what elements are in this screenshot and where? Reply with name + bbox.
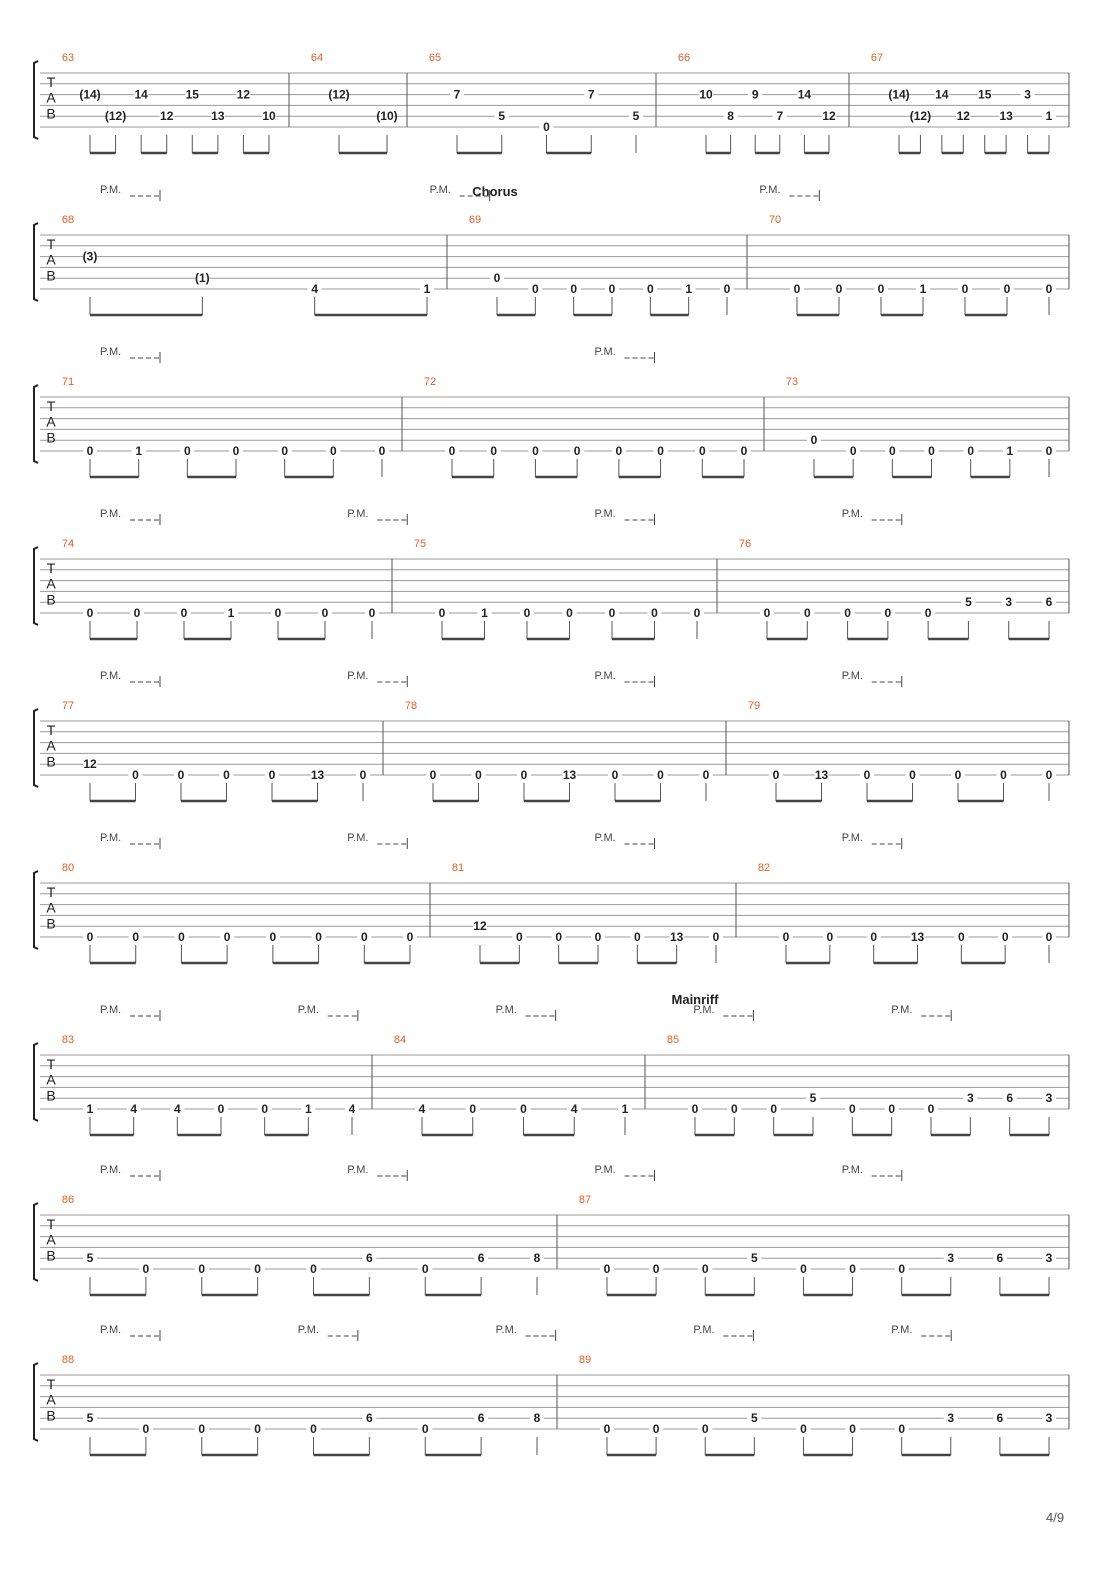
palm-mute-label: P.M.	[347, 508, 369, 520]
fret-number: (12)	[328, 87, 350, 102]
fret-number: 1	[423, 282, 431, 296]
fret-number: 12	[160, 109, 174, 124]
fret-number: 0	[793, 282, 801, 296]
palm-mute-label: P.M.	[841, 508, 863, 520]
fret-number: 0	[86, 606, 94, 620]
fret-number: 0	[701, 1422, 709, 1436]
fret-number: 8	[533, 1411, 541, 1426]
fret-number: 0	[254, 1422, 261, 1436]
tab-clef-letter: T	[46, 74, 56, 90]
fret-number: 6	[366, 1251, 373, 1266]
fret-number: 14	[935, 87, 949, 102]
fret-number: 0	[603, 1262, 611, 1276]
fret-number: (10)	[376, 109, 398, 124]
fret-number: 6	[477, 1251, 485, 1266]
tab-clef-letter: A	[46, 413, 56, 430]
measure-number: 79	[747, 700, 761, 712]
palm-mute-label: P.M.	[100, 346, 122, 358]
fret-number: 0	[763, 606, 771, 620]
measure-number: 68	[61, 214, 75, 226]
palm-mute-label: P.M.	[594, 832, 616, 844]
palm-mute-label: P.M.	[100, 832, 122, 844]
fret-number: 0	[646, 282, 654, 296]
fret-number: 0	[651, 606, 658, 620]
fret-number: 0	[142, 1262, 150, 1276]
fret-number: 0	[268, 768, 276, 782]
fret-number: 0	[698, 444, 706, 458]
fret-number: 0	[570, 282, 578, 296]
fret-number: 0	[826, 930, 834, 944]
fret-number: 8	[533, 1251, 541, 1266]
fret-number: 0	[810, 433, 818, 448]
fret-number: 6	[1045, 595, 1053, 610]
fret-number: 13	[999, 109, 1013, 124]
fret-number: 0	[198, 1422, 206, 1436]
fret-number: 0	[701, 1262, 709, 1276]
fret-number: 7	[587, 87, 595, 102]
tab-clef-letter: A	[46, 1231, 56, 1248]
measure-number: 72	[423, 376, 437, 388]
tab-clef-letter: B	[46, 591, 56, 608]
fret-number: 0	[274, 606, 282, 620]
tab-clef-letter: B	[46, 1087, 56, 1104]
fret-number: 0	[693, 606, 701, 620]
measure-number: 88	[61, 1354, 75, 1366]
fret-number: 5	[809, 1091, 817, 1106]
fret-number: 0	[368, 606, 376, 620]
fret-number: 0	[281, 444, 289, 458]
palm-mute-label: P.M.	[297, 1004, 320, 1016]
tab-clef-letter: B	[46, 1407, 56, 1424]
fret-number: 0	[133, 606, 141, 620]
tab-clef-letter: T	[46, 236, 56, 252]
fret-number: 0	[772, 768, 780, 782]
measure-number: 80	[61, 862, 75, 874]
fret-number: 0	[132, 930, 140, 944]
fret-number: 8	[727, 109, 734, 124]
fret-number: 0	[740, 444, 748, 458]
measure-number: 84	[393, 1034, 407, 1046]
measure-number: 71	[61, 376, 75, 388]
fret-number: 0	[515, 930, 523, 944]
fret-number: 0	[967, 444, 975, 458]
page-number: 4/9	[1046, 1510, 1065, 1525]
fret-number: 10	[699, 87, 713, 102]
tab-clef-letter: A	[46, 251, 56, 268]
fret-number: 0	[954, 768, 962, 782]
tab-clef-letter: B	[46, 753, 56, 770]
fret-number: (14)	[888, 87, 910, 102]
fret-number: 1	[685, 282, 693, 296]
fret-number: 0	[1045, 444, 1053, 458]
fret-number: 4	[311, 282, 319, 296]
palm-mute-label: P.M.	[100, 670, 122, 682]
fret-number: 0	[1045, 768, 1053, 782]
fret-number: 5	[965, 595, 972, 610]
fret-number: 0	[870, 930, 878, 944]
fret-number: 6	[1006, 1091, 1014, 1106]
fret-number: 5	[86, 1251, 94, 1266]
fret-number: 0	[321, 606, 329, 620]
tab-clef-letter: T	[46, 560, 56, 576]
measure-number: 69	[468, 214, 482, 226]
fret-number: 1	[1045, 109, 1053, 124]
fret-number: 0	[1045, 930, 1053, 944]
fret-number: 6	[996, 1411, 1004, 1426]
fret-number: 3	[947, 1411, 955, 1426]
fret-number: 0	[898, 1422, 906, 1436]
fret-number: 0	[803, 606, 811, 620]
measure-number: 70	[768, 214, 782, 226]
system-bracket	[34, 223, 38, 301]
fret-number: 4	[570, 1102, 578, 1116]
tab-clef-letter: T	[46, 884, 56, 900]
fret-number: 0	[310, 1262, 317, 1276]
fret-number: 0	[315, 930, 322, 944]
tab-clef-letter: B	[46, 915, 56, 932]
fret-number: 0	[555, 930, 563, 944]
fret-number: 0	[849, 1422, 856, 1436]
fret-number: 0	[254, 1262, 261, 1276]
fret-number: 0	[543, 120, 550, 134]
fret-number: (3)	[82, 249, 98, 264]
fret-number: 7	[453, 87, 461, 102]
fret-number: 0	[652, 1422, 660, 1436]
palm-mute-label: P.M.	[100, 1004, 122, 1016]
tab-clef-letter: A	[46, 737, 56, 754]
fret-number: 0	[359, 768, 367, 782]
fret-number: 0	[1001, 930, 1009, 944]
tab-clef-letter: A	[46, 899, 56, 916]
fret-number: 0	[961, 282, 969, 296]
fret-number: 0	[520, 768, 528, 782]
fret-number: 0	[178, 930, 185, 944]
measure-number: 86	[61, 1194, 75, 1206]
fret-number: 0	[86, 444, 94, 458]
palm-mute-label: P.M.	[100, 508, 122, 520]
system-bracket	[34, 1203, 38, 1281]
fret-number: 0	[927, 1102, 935, 1116]
fret-number: 5	[498, 109, 506, 124]
fret-number: 0	[849, 1262, 856, 1276]
fret-number: 0	[849, 444, 857, 458]
measure-number: 67	[870, 52, 884, 64]
fret-number: 0	[898, 1262, 906, 1276]
system-bracket	[34, 1363, 38, 1441]
system-bracket	[34, 547, 38, 625]
fret-number: 0	[223, 930, 231, 944]
palm-mute-label: P.M.	[841, 832, 863, 844]
fret-number: 0	[531, 282, 539, 296]
fret-number: 9	[751, 87, 759, 102]
fret-number: 0	[490, 444, 498, 458]
measure-number: 64	[310, 52, 324, 64]
palm-mute-label: P.M.	[495, 1004, 517, 1016]
fret-number: 0	[217, 1102, 225, 1116]
palm-mute-label: P.M.	[841, 1164, 863, 1176]
fret-number: 13	[562, 768, 577, 782]
fret-number: 3	[966, 1091, 974, 1106]
palm-mute-label: P.M.	[693, 1004, 715, 1016]
palm-mute-label: P.M.	[759, 184, 781, 196]
fret-number: 0	[957, 930, 965, 944]
fret-number: 4	[418, 1102, 426, 1116]
fret-number: 6	[477, 1411, 485, 1426]
palm-mute-label: P.M.	[693, 1324, 715, 1336]
fret-number: 0	[611, 768, 619, 782]
system-bracket	[34, 1043, 38, 1121]
fret-number: 0	[493, 271, 501, 286]
fret-number: 0	[1003, 282, 1011, 296]
fret-number: 0	[844, 606, 851, 620]
fret-number: 0	[566, 606, 573, 620]
fret-number: 0	[132, 768, 139, 782]
fret-number: 0	[730, 1102, 738, 1116]
fret-number: 0	[1000, 768, 1007, 782]
palm-mute-label: P.M.	[347, 670, 369, 682]
fret-number: 12	[83, 757, 97, 772]
fret-number: 0	[469, 1102, 477, 1116]
tab-clef-letter: T	[46, 1376, 56, 1392]
fret-number: 0	[633, 930, 641, 944]
fret-number: 1	[919, 282, 927, 296]
measure-number: 63	[61, 52, 75, 64]
fret-number: 0	[520, 1102, 527, 1116]
palm-mute-label: P.M.	[429, 184, 451, 196]
fret-number: 4	[173, 1102, 181, 1116]
fret-number: 0	[782, 930, 790, 944]
fret-number: 0	[86, 930, 94, 944]
tab-clef-letter: T	[46, 1216, 56, 1232]
fret-number: 0	[770, 1102, 778, 1116]
palm-mute-label: P.M.	[100, 184, 122, 196]
measure-number: 76	[738, 538, 752, 550]
fret-number: 0	[223, 768, 230, 782]
fret-number: 0	[406, 930, 414, 944]
fret-number: 12	[473, 919, 487, 934]
fret-number: 13	[910, 930, 925, 944]
fret-number: 0	[421, 1262, 429, 1276]
tab-clef-letter: B	[46, 1247, 56, 1264]
fret-number: 0	[888, 1102, 896, 1116]
measure-number: 77	[61, 700, 75, 712]
fret-number: 0	[232, 444, 240, 458]
palm-mute-label: P.M.	[594, 346, 616, 358]
fret-number: 1	[86, 1102, 94, 1116]
fret-number: 13	[814, 768, 829, 782]
measure-number: 81	[451, 862, 465, 874]
tab-clef-letter: B	[46, 105, 56, 122]
fret-number: 0	[180, 606, 188, 620]
fret-number: 0	[1045, 282, 1053, 296]
fret-number: 0	[594, 930, 602, 944]
fret-number: 0	[800, 1262, 807, 1276]
fret-number: 6	[996, 1251, 1004, 1266]
fret-number: 1	[621, 1102, 629, 1116]
measure-number: 73	[785, 376, 799, 388]
tab-clef-letter: A	[46, 1071, 56, 1088]
fret-number: 0	[863, 768, 871, 782]
fret-number: 0	[261, 1102, 269, 1116]
fret-number: 0	[269, 930, 277, 944]
system-bracket	[34, 871, 38, 949]
fret-number: 0	[608, 606, 616, 620]
fret-number: 13	[669, 930, 684, 944]
fret-number: 5	[632, 109, 640, 124]
fret-number: 0	[608, 282, 616, 296]
fret-number: 0	[657, 768, 664, 782]
tab-clef-letter: T	[46, 722, 56, 738]
tab-clef-letter: A	[46, 1391, 56, 1408]
fret-number: 5	[750, 1411, 758, 1426]
fret-number: 14	[797, 87, 812, 102]
fret-number: 0	[475, 768, 482, 782]
fret-number: 15	[978, 87, 992, 102]
palm-mute-label: P.M.	[891, 1324, 913, 1336]
system-bracket	[34, 385, 38, 463]
section-label: Mainriff	[671, 992, 719, 1007]
measure-number: 65	[428, 52, 442, 64]
fret-number: 0	[378, 444, 386, 458]
fret-number: 1	[304, 1102, 312, 1116]
fret-number: 0	[702, 768, 710, 782]
fret-number: 0	[928, 444, 935, 458]
fret-number: 5	[750, 1251, 758, 1266]
fret-number: 0	[723, 282, 731, 296]
fret-number: 0	[177, 768, 185, 782]
fret-number: 0	[448, 444, 456, 458]
fret-number: 15	[185, 87, 199, 102]
fret-number: 3	[1024, 87, 1031, 102]
measure-number: 83	[61, 1034, 75, 1046]
measure-number: 78	[404, 700, 418, 712]
fret-number: 0	[800, 1422, 807, 1436]
fret-number: 0	[438, 606, 446, 620]
fret-number: 0	[329, 444, 337, 458]
fret-number: 0	[848, 1102, 856, 1116]
fret-number: 3	[1005, 595, 1013, 610]
tab-clef-letter: A	[46, 89, 56, 106]
fret-number: 4	[348, 1102, 356, 1116]
fret-number: 3	[947, 1251, 955, 1266]
fret-number: (14)	[79, 87, 101, 102]
fret-number: (12)	[104, 109, 127, 124]
system-bracket	[34, 709, 38, 787]
palm-mute-label: P.M.	[347, 832, 369, 844]
fret-number: 1	[481, 606, 488, 620]
fret-number: 1	[227, 606, 235, 620]
fret-number: 0	[603, 1422, 611, 1436]
fret-number: 0	[360, 930, 368, 944]
palm-mute-label: P.M.	[594, 1164, 616, 1176]
fret-number: 0	[183, 444, 191, 458]
fret-number: 3	[1045, 1251, 1053, 1266]
fret-number: 14	[134, 87, 148, 102]
system-bracket	[34, 61, 38, 139]
fret-number: 0	[142, 1422, 150, 1436]
fret-number: 3	[1045, 1411, 1053, 1426]
fret-number: 0	[421, 1422, 429, 1436]
fret-number: 7	[776, 109, 784, 124]
fret-number: 0	[310, 1422, 317, 1436]
palm-mute-label: P.M.	[495, 1324, 517, 1336]
tab-clef-letter: A	[46, 575, 56, 592]
tab-clef-letter: T	[46, 1056, 56, 1072]
fret-number: 0	[198, 1262, 206, 1276]
fret-number: 1	[1006, 444, 1014, 458]
fret-number: 0	[884, 606, 892, 620]
fret-number: 0	[712, 930, 720, 944]
fret-number: 10	[262, 109, 276, 124]
measure-number: 74	[61, 538, 75, 550]
fret-number: 6	[366, 1411, 373, 1426]
fret-number: 0	[877, 282, 885, 296]
fret-number: 0	[523, 606, 531, 620]
fret-number: 5	[86, 1411, 94, 1426]
measure-number: 82	[757, 862, 771, 874]
fret-number: 3	[1045, 1091, 1053, 1106]
measure-number: 89	[578, 1354, 592, 1366]
fret-number: 0	[615, 444, 623, 458]
palm-mute-label: P.M.	[594, 508, 616, 520]
fret-number: 13	[211, 109, 225, 124]
measure-number: 85	[666, 1034, 680, 1046]
fret-number: 0	[657, 444, 664, 458]
measure-number: 75	[413, 538, 427, 550]
fret-number: 0	[573, 444, 581, 458]
palm-mute-label: P.M.	[594, 670, 616, 682]
fret-number: 4	[130, 1102, 138, 1116]
tab-clef-letter: B	[46, 429, 56, 446]
palm-mute-label: P.M.	[891, 1004, 913, 1016]
tab-clef-letter: T	[46, 398, 56, 414]
fret-number: 1	[135, 444, 143, 458]
fret-number: 0	[429, 768, 437, 782]
fret-number: (12)	[909, 109, 932, 124]
fret-number: 0	[652, 1262, 660, 1276]
fret-number: 0	[691, 1102, 699, 1116]
palm-mute-label: P.M.	[297, 1324, 320, 1336]
section-label: Chorus	[472, 184, 518, 199]
palm-mute-label: P.M.	[347, 1164, 369, 1176]
fret-number: 12	[236, 87, 251, 102]
fret-number: (1)	[194, 271, 210, 286]
fret-number: 13	[310, 768, 325, 782]
fret-number: 12	[956, 109, 970, 124]
measure-number: 66	[677, 52, 691, 64]
fret-number: 0	[909, 768, 916, 782]
fret-number: 0	[924, 606, 932, 620]
palm-mute-label: P.M.	[841, 670, 863, 682]
fret-number: 0	[532, 444, 539, 458]
palm-mute-label: P.M.	[100, 1164, 122, 1176]
tab-clef-letter: B	[46, 267, 56, 284]
fret-number: 12	[822, 109, 836, 124]
fret-number: 0	[888, 444, 896, 458]
palm-mute-label: P.M.	[100, 1324, 122, 1336]
fret-number: 0	[835, 282, 843, 296]
measure-number: 87	[578, 1194, 592, 1206]
